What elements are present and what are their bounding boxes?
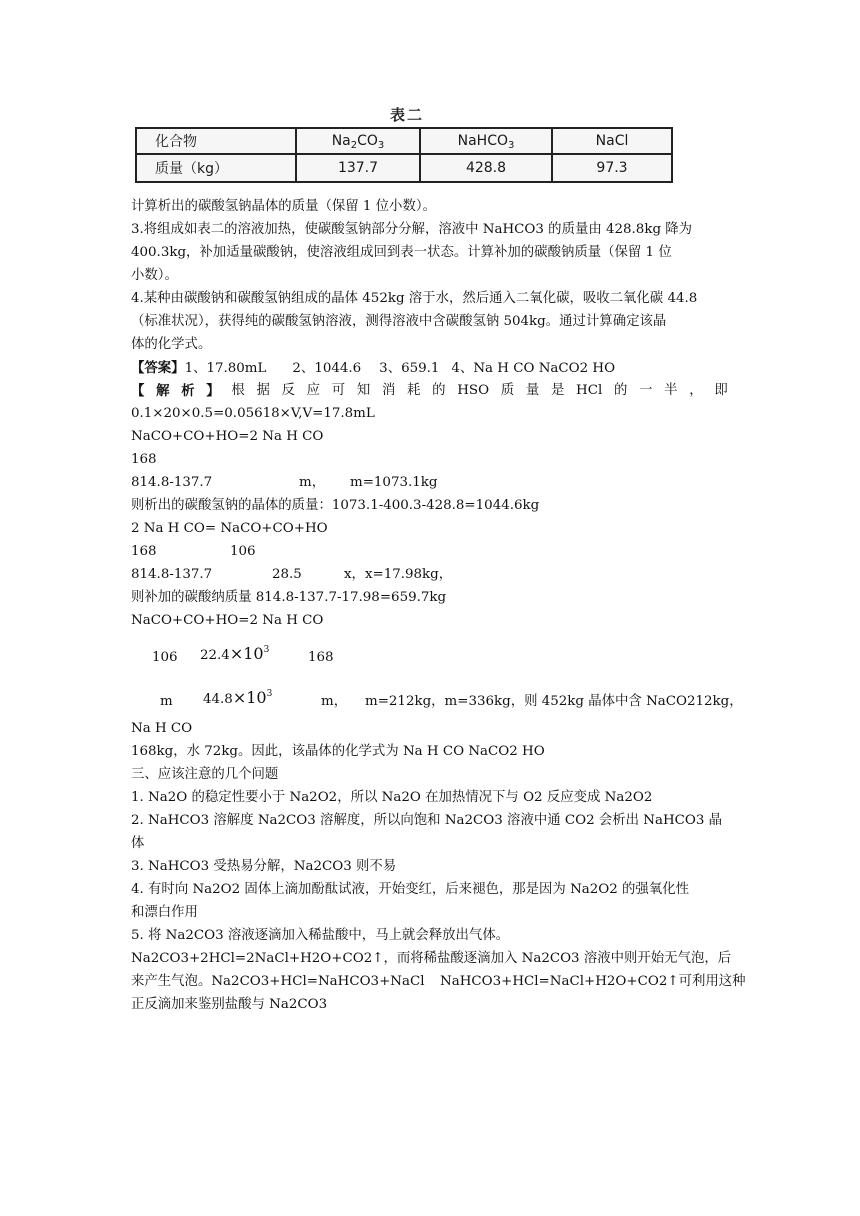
text-fragment: 析 <box>181 383 195 399</box>
text-fragment: m， <box>321 694 348 709</box>
text-fragment: HCl <box>576 383 603 398</box>
formula-fragment <box>200 640 269 671</box>
text-fragment: 【 <box>131 383 145 399</box>
text-line: 正反滴加来鉴别盐酸与 Na2CO3 <box>131 997 328 1012</box>
text-fragment: 知 <box>356 383 371 398</box>
table-row-label: 质量（kg） <box>136 154 296 182</box>
text-line: 168kg，水 72kg。因此，该晶体的化学式为 Na H CO NaCO2 HO <box>131 744 545 759</box>
text-line: 3. NaHCO3 受热易分解，Na2CO3 则不易 <box>131 859 397 874</box>
text-fragment: ×10 <box>229 644 264 663</box>
text-line: 则补加的碳酸纳质量 814.8-137.7-17.98=659.7kg <box>131 590 447 605</box>
text-fragment: 814.8-137.7 <box>131 567 213 582</box>
answer-item: 1、17.80mL <box>184 361 267 376</box>
text-fragment: HSO <box>457 383 490 398</box>
text-line: （标准状况），获得纯的碳酸氢钠溶液，测得溶液中含碳酸氢钠 504kg。通过计算确定该晶 <box>131 314 667 329</box>
text-line: NaCO+CO+HO=2 Na H CO <box>131 613 324 628</box>
text-line: 4. 有时向 Na2O2 固体上滴加酚酞试液，开始变红，后来褪色，那是因为 Na2O2 的强氧化性 <box>131 882 689 897</box>
text-fragment: 据 <box>256 383 270 398</box>
text-fragment: 814.8-137.7 <box>131 475 213 490</box>
text-line: 400.3kg，补加适量碳酸钠，使溶液组成回到表一状态。计算补加的碳酸钠质量（保留 1 位 <box>131 245 672 260</box>
answer-item: 3、659.1 <box>379 361 440 376</box>
text-fragment: 可 <box>331 383 346 398</box>
text-fragment: 106 <box>230 544 256 559</box>
compound-mass-table <box>135 127 673 183</box>
table-row <box>136 154 672 182</box>
text-fragment: 44.8 <box>203 692 233 707</box>
text-fragment: 即 <box>714 383 728 398</box>
formula-fragment <box>203 684 272 715</box>
text-fragment: 量 <box>525 383 540 398</box>
text-fragment: 】 <box>206 383 220 399</box>
text-line: 则析出的碳酸氢钠的晶体的质量：1073.1-400.3-428.8=1044.6kg <box>131 498 540 513</box>
text-fragment: 半 <box>664 383 678 398</box>
answer-item: 4、Na H CO NaCO2 HO <box>451 361 616 376</box>
text-fragment: 168 <box>308 650 334 665</box>
text-fragment: 来产生气泡。Na2CO3+HCl=NaHCO3+NaCl <box>131 974 425 989</box>
table-header-nacl: NaCl <box>552 128 672 154</box>
text-fragment: 168 <box>131 544 157 559</box>
text-line: 1. Na2O 的稳定性要小于 Na2O2，所以 Na2O 在加热情况下与 O2 反应变成 Na2O2 <box>131 790 653 805</box>
text-line: 小数）。 <box>131 268 178 283</box>
table-header-row <box>136 128 672 154</box>
text-fragment: 消 <box>381 383 396 398</box>
text-fragment: 根 <box>231 383 245 398</box>
text-fragment: 的 <box>432 383 446 398</box>
text-fragment: 耗 <box>407 383 421 398</box>
text-line: 和漂白作用 <box>131 905 198 920</box>
text-line: 计算析出的碳酸氢钠晶体的质量（保留 1 位小数）。 <box>131 199 436 214</box>
text-fragment: 的 <box>613 383 628 398</box>
text-fragment: 解 <box>156 383 170 399</box>
table-header-na2co3: $Na_2CO_3$ <box>296 128 420 154</box>
analysis-justified-line <box>131 381 728 401</box>
answer-item: 2、1044.6 <box>292 361 362 376</box>
text-fragment: NaHCO3+HCl=NaCl+H2O+CO2↑可利用这种 <box>440 974 746 989</box>
text-fragment: 106 <box>152 650 178 665</box>
answer-line <box>131 358 615 379</box>
text-line: 2 Na H CO= NaCO+CO+HO <box>131 521 328 536</box>
text-line: Na2CO3+2HCl=2NaCl+H2O+CO2↑，而将稀盐酸逐滴加入 Na2CO3 溶液中则开始无气泡，后 <box>131 951 732 966</box>
text-fragment: 28.5 <box>272 567 302 582</box>
text-fragment: x，x=17.98kg， <box>344 567 453 582</box>
text-line: 3.将组成如表二的溶液加热，使碳酸氢钠部分分解，溶液中 NaHCO3 的质量由 428.8kg 降为 <box>131 222 693 237</box>
text-fragment: m=1073.1kg <box>350 475 438 490</box>
table-cell-nacl: 97.3 <box>552 154 672 182</box>
table-cell-nahco3: 428.8 <box>420 154 552 182</box>
text-line: 体 <box>131 836 145 851</box>
table-caption: 表二 <box>390 106 425 124</box>
text-fragment: 是 <box>550 383 565 398</box>
table-header-compound: 化合物 <box>136 128 296 154</box>
text-fragment: 3 <box>266 689 273 699</box>
text-fragment: 3 <box>263 645 270 655</box>
answer-tag: 【答案】 <box>131 360 185 376</box>
text-line: NaCO+CO+HO=2 Na H CO <box>131 429 324 444</box>
text-fragment: m <box>160 694 173 709</box>
text-fragment: m， <box>299 475 326 490</box>
text-fragment: 质 <box>500 383 515 398</box>
text-line: 168 <box>131 452 157 467</box>
table-cell-na2co3: 137.7 <box>296 154 420 182</box>
text-fragment: 反 <box>281 383 295 398</box>
text-line: Na H CO <box>131 721 193 736</box>
text-fragment: 22.4 <box>200 648 230 663</box>
text-fragment: ×10 <box>232 688 267 707</box>
text-line: 体的化学式。 <box>131 337 212 352</box>
text-line: 0.1×20×0.5=0.05618×V,V=17.8mL <box>131 406 375 421</box>
table-header-nahco3: NaHCO$_3$ <box>420 128 552 154</box>
text-fragment: m=212kg，m=336kg，则 452kg 晶体中含 NaCO212kg， <box>365 694 743 709</box>
text-line: 2. NaHCO3 溶解度 Na2CO3 溶解度，所以向饱和 Na2CO3 溶液中通 CO2 会析出 NaHCO3 晶 <box>131 813 723 828</box>
text-fragment: ， <box>689 383 703 398</box>
text-fragment: 一 <box>639 383 653 398</box>
section-heading: 三、应该注意的几个问题 <box>131 767 279 782</box>
text-line: 5. 将 Na2CO3 溶液逐滴加入稀盐酸中，马上就会释放出气体。 <box>131 928 510 943</box>
text-line: 4.某种由碳酸钠和碳酸氢钠组成的晶体 452kg 溶于水，然后通入二氧化碳，吸收二氧化碳 44.8 <box>131 291 698 306</box>
text-fragment: 应 <box>306 383 321 398</box>
